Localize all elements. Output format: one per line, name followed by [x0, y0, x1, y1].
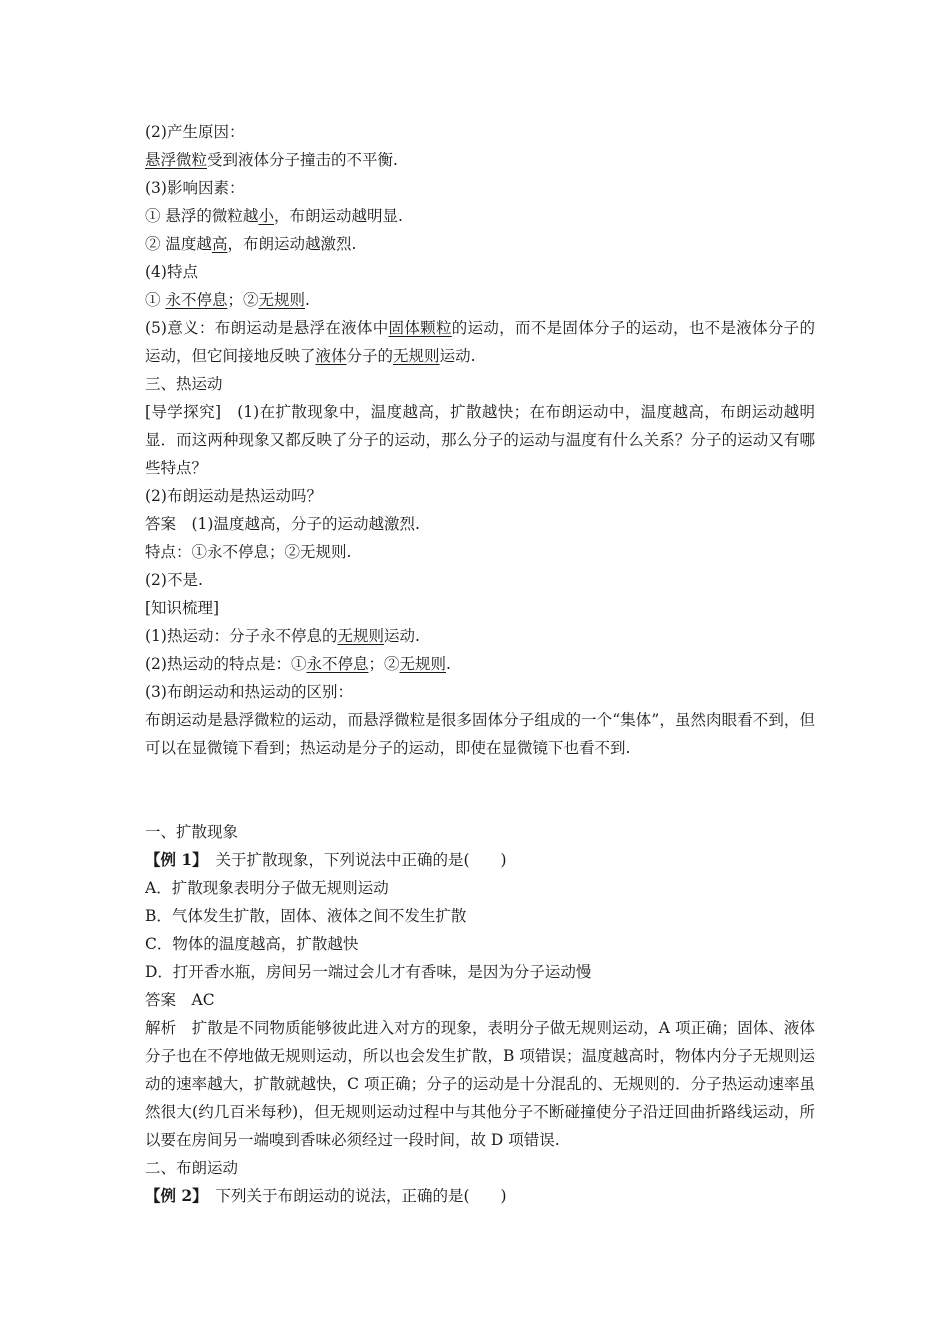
option-b: B．气体发生扩散，固体、液体之间不发生扩散	[145, 907, 467, 925]
example-1-tag: 【例 1】	[145, 850, 200, 869]
cause-term: 悬浮微粒	[145, 151, 208, 169]
section-title-diffusion: 一、扩散现象	[145, 823, 239, 841]
section-gap	[145, 762, 815, 818]
knowledge-3-body: 布朗运动是悬浮微粒的运动，而悬浮微粒是很多固体分子组成的一个“集体”，虽然肉眼看不到，但可以在显微镜下看到；热运动是分子的运动，即使在显微镜下也看不到.	[145, 711, 815, 757]
example-1-answer: 答案 AC	[145, 991, 215, 1009]
knowledge-2: (2)热运动的特点是：①永不停息；②无规则.	[145, 655, 451, 673]
meaning-paragraph: (5)意义：布朗运动是悬浮在液体中固体颗粒的运动，而不是固体分子的运动，也不是液体分子的运动，但它间接地反映了液体分子的无规则运动.	[145, 319, 815, 365]
section-title-thermal: 三、热运动	[145, 375, 223, 393]
option-d: D．打开香水瓶，房间另一端过会儿才有香味，是因为分子运动慢	[145, 963, 592, 981]
example-1-analysis: 解析 扩散是不同物质能够彼此进入对方的现象，表明分子做无规则运动，A 项正确；固体、液体分子也在不停地做无规则运动，所以也会发生扩散，B 项错误；温度越高时，物体内分子无规则运动的速率越大，扩散就越快，C 项正确；分子的运动是十分混乱的、无规则的．分子热运动速率虽然很大(约几百米每秒)，但无规则运动过程中与其他分子不断碰撞使分子沿迂回曲折路线运动，所以要在房间另一端嗅到香味必须经过一段时间，故 D 项错误.	[145, 1019, 815, 1149]
answer-1: 答案 (1)温度越高，分子的运动越激烈.	[145, 515, 420, 533]
traits-heading: (4)特点	[145, 263, 198, 281]
knowledge-1: (1)热运动：分子永不停息的无规则运动.	[145, 627, 420, 645]
knowledge-3: (3)布朗运动和热运动的区别：	[145, 683, 353, 701]
knowledge-heading: [知识梳理]	[145, 599, 220, 617]
cause-text: 悬浮微粒受到液体分子撞击的不平衡.	[145, 151, 398, 169]
question-2: (2)布朗运动是热运动吗？	[145, 487, 322, 505]
section-title-brownian: 二、布朗运动	[145, 1159, 239, 1177]
factors-heading: (3)影响因素：	[145, 179, 245, 197]
document-page	[145, 118, 815, 1210]
cause-heading: (2)产生原因：	[145, 123, 245, 141]
traits-line: ① 永不停息；②无规则.	[145, 291, 310, 309]
option-c: C．物体的温度越高，扩散越快	[145, 935, 359, 953]
example-1-question: 【例 1】 关于扩散现象，下列说法中正确的是( )	[145, 850, 507, 869]
answer-2: (2)不是.	[145, 571, 203, 589]
guide-paragraph: [导学探究] (1)在扩散现象中，温度越高，扩散越快；在布朗运动中，温度越高，布朗运动越明显．而这两种现象又都反映了分子的运动，那么分子的运动与温度有什么关系？分子的运动又有哪些特点？	[145, 403, 815, 477]
factor-1: ① 悬浮的微粒越小，布朗运动越明显.	[145, 207, 403, 225]
option-a: A．扩散现象表明分子做无规则运动	[145, 879, 389, 897]
answer-traits: 特点：①永不停息；②无规则.	[145, 543, 352, 561]
factor-2: ② 温度越高，布朗运动越激烈.	[145, 235, 357, 253]
example-2-tag: 【例 2】	[145, 1186, 200, 1205]
example-2-question: 【例 2】 下列关于布朗运动的说法，正确的是( )	[145, 1186, 507, 1205]
